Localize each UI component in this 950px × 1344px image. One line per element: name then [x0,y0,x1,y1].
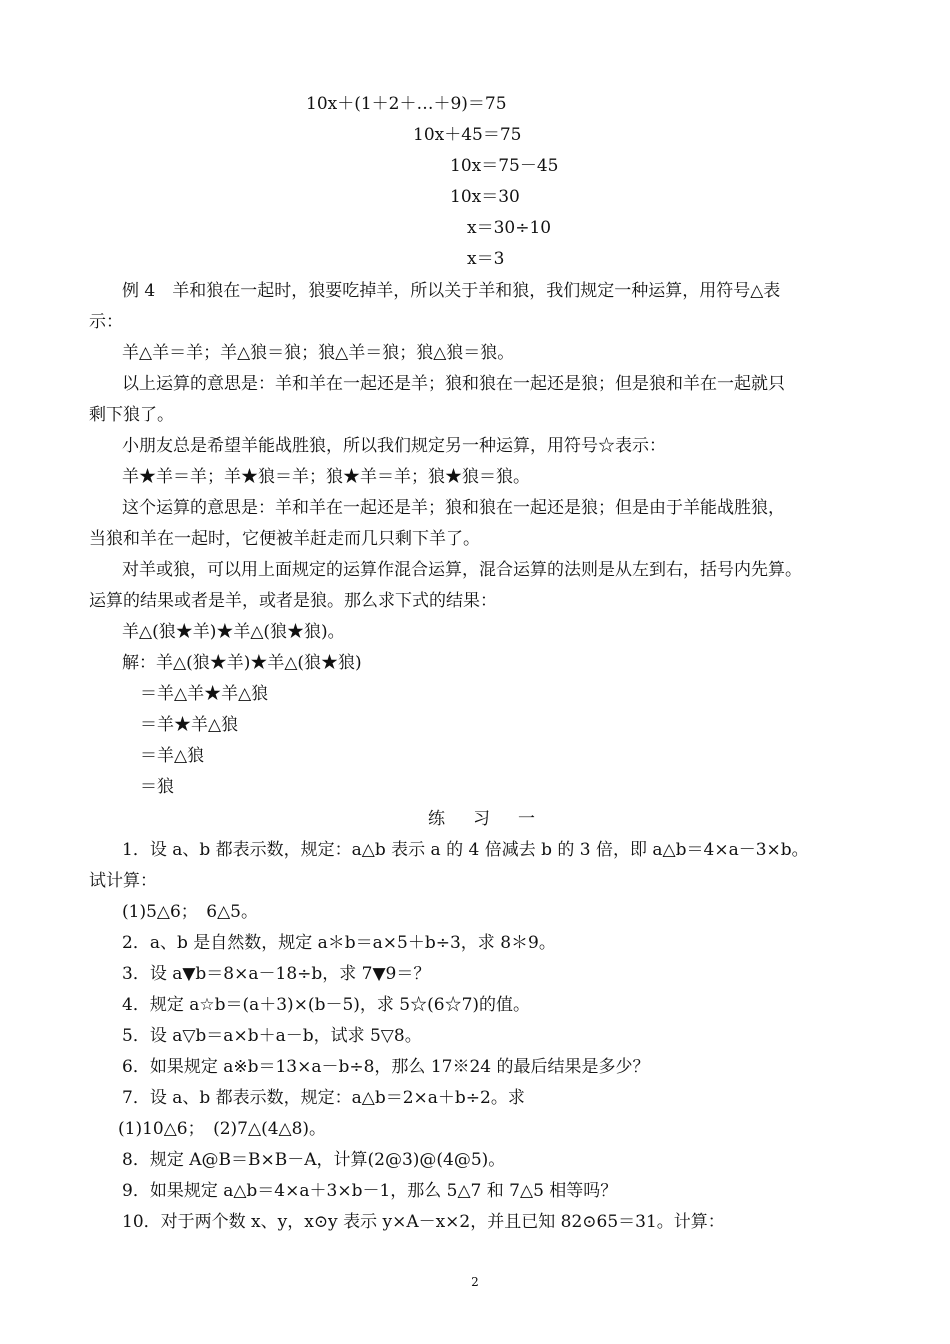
exercise-item-7-sub: (1)10△6； (2)7△(4△8)。 [118,1119,327,1139]
solution-line-4: ＝羊△狼 [140,746,205,766]
exercise-item-7: 7．设 a、b 都表示数，规定：a△b＝2×a＋b÷2。求 [122,1088,525,1108]
equation-line-2: 10x＋45＝75 [413,125,522,145]
exercise-item-8: 8．规定 A@B＝B×B－A，计算(2@3)@(4@5)。 [122,1150,506,1170]
exercise-item-4: 4．规定 a☆b＝(a＋3)×(b－5)，求 5☆(6☆7)的值。 [122,995,531,1015]
equation-line-3: 10x＝75－45 [450,156,559,176]
star-meaning: 这个运算的意思是：羊和羊在一起还是羊；狼和狼在一起还是狼；但是由于羊能战胜狼， [122,498,785,518]
mixed-operation-rule: 对羊或狼，可以用上面规定的运算作混合运算，混合运算的法则是从左到右，括号内先算。 [122,560,802,580]
exercise-item-1-sub: (1)5△6； 6△5。 [122,902,258,922]
equation-line-5: x＝30÷10 [467,218,552,238]
triangle-meaning: 以上运算的意思是：羊和羊在一起还是羊；狼和狼在一起还是狼；但是狼和羊在一起就只 [122,374,785,394]
solution-line-1: 解：羊△(狼★羊)★羊△(狼★狼) [122,653,362,673]
exercise-item-2: 2．a、b 是自然数，规定 a＊b＝a×5＋b÷3，求 8＊9。 [122,933,556,953]
triangle-rules: 羊△羊＝羊；羊△狼＝狼；狼△羊＝狼；狼△狼＝狼。 [122,343,515,363]
exercise-item-3: 3．设 a▼b＝8×a－18÷b，求 7▼9＝？ [122,964,431,984]
equation-line-4: 10x＝30 [450,187,520,207]
solution-line-5: ＝狼 [140,777,174,797]
exercise-heading: 练习一 [428,809,563,829]
star-rules: 羊★羊＝羊；羊★狼＝羊；狼★羊＝羊；狼★狼＝狼。 [122,467,530,487]
exercise-item-1: 1．设 a、b 都表示数，规定：a△b 表示 a 的 4 倍减去 b 的 3 倍，即 a△b＝4×a－3×b。 [122,840,809,860]
page-number: 2 [471,1275,479,1289]
equation-line-1: 10x＋(1＋2＋…＋9)＝75 [306,94,507,114]
exercise-item-9: 9．如果规定 a△b＝4×a＋3×b－1，那么 5△7 和 7△5 相等吗？ [122,1181,618,1201]
example-4-intro: 例 4 羊和狼在一起时，狼要吃掉羊，所以关于羊和狼，我们规定一种运算，用符号△表 [122,281,781,301]
mixed-operation-rule-cont: 运算的结果或者是羊，或者是狼。那么求下式的结果： [89,591,497,611]
triangle-meaning-cont: 剩下狼了。 [89,405,174,425]
exercise-item-6: 6．如果规定 a※b＝13×a－b÷8，那么 17※24 的最后结果是多少？ [122,1057,650,1077]
expression: 羊△(狼★羊)★羊△(狼★狼)。 [122,622,345,642]
solution-line-2: ＝羊△羊★羊△狼 [140,684,269,704]
star-operation-intro: 小朋友总是希望羊能战胜狼，所以我们规定另一种运算，用符号☆表示： [122,436,666,456]
example-4-intro-cont: 示： [89,312,123,332]
solution-line-3: ＝羊★羊△狼 [140,715,239,735]
exercise-item-5: 5．设 a▽b＝a×b＋a－b，试求 5▽8。 [122,1026,422,1046]
equation-line-6: x＝3 [467,249,505,269]
star-meaning-cont: 当狼和羊在一起时，它便被羊赶走而几只剩下羊了。 [89,529,480,549]
exercise-item-1-cont: 试计算： [89,871,157,891]
exercise-item-10: 10．对于两个数 x、y，x⊙y 表示 y×A－x×2，并且已知 82⊙65＝31。计算： [122,1212,725,1232]
